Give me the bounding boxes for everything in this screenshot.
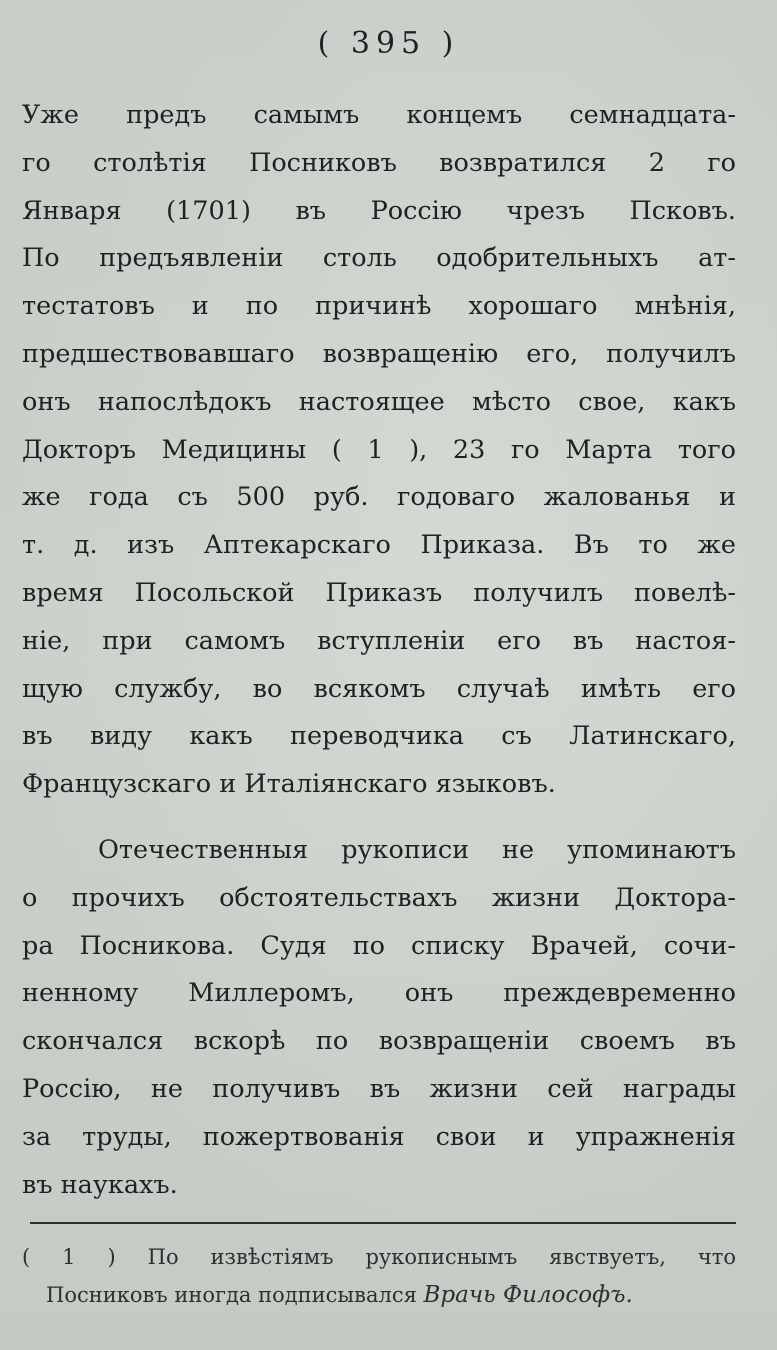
text-line: за труды, пожертвованія свои и упражненія <box>22 1121 736 1152</box>
text-line: Докторъ Медицины ( 1 ), 23 го Марта того <box>22 434 736 465</box>
text-line: скончался вскорѣ по возвращеніи своемъ въ <box>22 1026 736 1057</box>
text-line: время Посольской Приказъ получилъ повелѣ- <box>22 577 736 608</box>
text-line: го столѣтія Посниковъ возвратился 2 го <box>22 147 736 178</box>
text-line: о прочихъ обстоятельствахъ жизни Доктора- <box>22 882 736 913</box>
text-line: Января (1701) въ Россію чрезъ Псковъ. <box>22 195 736 226</box>
footnote-line <box>22 1276 736 1314</box>
text-line: ра Посникова. Судя по списку Врачей, сочи- <box>22 930 736 961</box>
text-line: Россію, не получивъ въ жизни сей награды <box>22 1073 736 1104</box>
text-line: въ виду какъ переводчика съ Латинскаго, <box>22 721 736 752</box>
paragraph-2 <box>22 827 736 1209</box>
text-line: въ наукахъ. <box>22 1169 178 1200</box>
text-line: тестатовъ и по причинѣ хорошаго мнѣнія, <box>22 291 736 322</box>
text-line: ніе, при самомъ вступленіи его въ настоя- <box>22 625 736 656</box>
text-line: т. д. изъ Аптекарскаго Приказа. Въ то же <box>22 530 736 561</box>
body-text <box>22 92 736 1209</box>
footnote-italic-text: Врачь Философъ. <box>423 1282 633 1308</box>
footnote-rule <box>30 1222 736 1224</box>
footnote-line: ( 1 ) По извѣстіямъ рукописнымъ явствуетъ, что <box>22 1245 736 1269</box>
text-line: предшествовавшаго возвращенію его, получилъ <box>22 338 736 369</box>
paragraph-1 <box>22 92 736 809</box>
text-line: Уже предъ самымъ концемъ семнадцата- <box>22 100 736 130</box>
text-line: Французскаго и Италіянскаго языковъ. <box>22 769 556 800</box>
text-line: же года съ 500 руб. годоваго жалованья и <box>22 482 736 513</box>
text-line: Отечественныя рукописи не упоминаютъ <box>98 834 736 865</box>
footnote <box>22 1238 736 1314</box>
paragraph-gap <box>22 809 736 827</box>
text-line: щую службу, во всякомъ случаѣ имѣть его <box>22 673 736 704</box>
text-line: По предъявленіи столь одобрительныхъ ат- <box>22 243 736 274</box>
footnote-text: Посниковъ иногда подписывался <box>46 1283 424 1307</box>
page-number: ( 395 ) <box>317 26 460 61</box>
text-line: ненному Миллеромъ, онъ преждевременно <box>22 978 736 1009</box>
text-line: онъ напослѣдокъ настоящее мѣсто свое, какъ <box>22 386 736 417</box>
